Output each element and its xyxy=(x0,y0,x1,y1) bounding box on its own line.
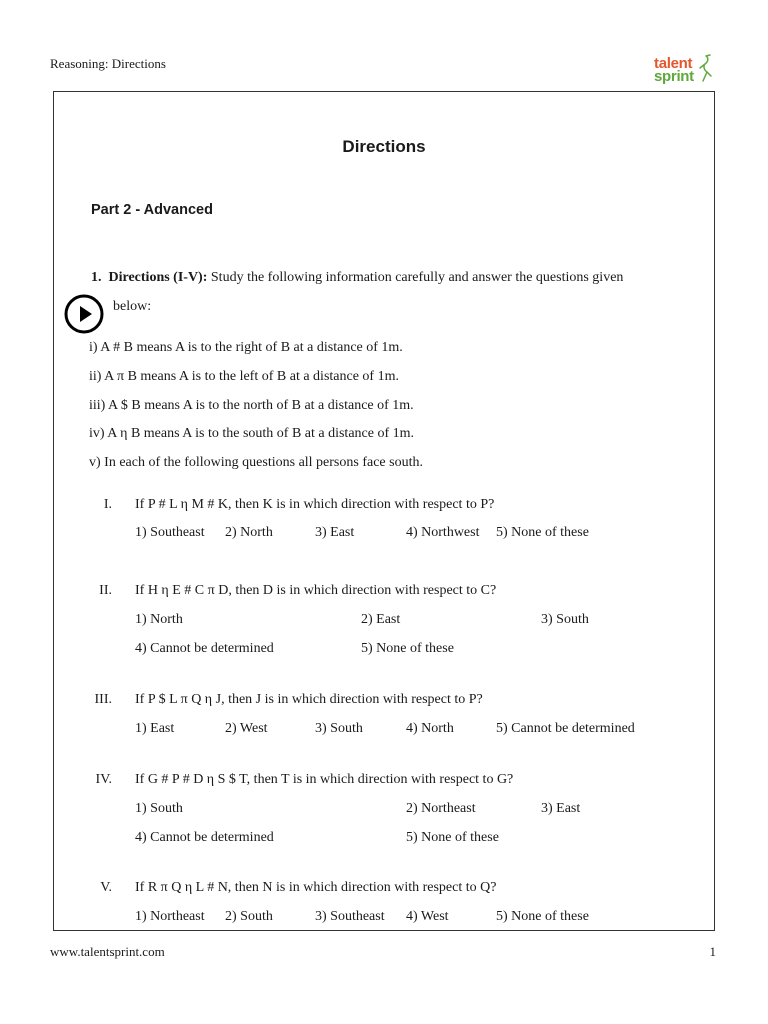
question-text: If R π Q η L # N, then N is in which direction with respect to Q? xyxy=(135,880,497,895)
rule-item: iv) A η B means A is to the south of B at a distance of 1m. xyxy=(89,426,415,441)
answer-option: 5) None of these xyxy=(361,641,454,656)
answer-option: 5) None of these xyxy=(406,830,499,845)
answer-option: 5) Cannot be determined xyxy=(496,721,635,736)
answer-option: 3) East xyxy=(541,801,581,816)
answer-option: 2) West xyxy=(225,721,268,736)
talentsprint-logo xyxy=(652,54,716,88)
answer-option: 4) North xyxy=(406,721,454,736)
question-text: If P # L η M # K, then K is in which direction with respect to P? xyxy=(135,497,495,512)
logo-text-bottom: sprint xyxy=(654,68,694,85)
intro-line-2: below: xyxy=(113,299,152,314)
answer-option: 1) North xyxy=(135,612,183,627)
intro-number: 1. xyxy=(91,270,102,285)
rule-item: i) A # B means A is to the right of B at a distance of 1m. xyxy=(89,340,403,355)
answer-option: 3) East xyxy=(315,525,355,540)
answer-option: 4) Northwest xyxy=(406,525,480,540)
answer-option: 4) Cannot be determined xyxy=(135,830,274,845)
runner-icon xyxy=(696,54,716,84)
answer-option: 1) East xyxy=(135,721,175,736)
answer-option: 2) South xyxy=(225,909,273,924)
answer-option: 2) North xyxy=(225,525,273,540)
answer-option: 3) South xyxy=(541,612,589,627)
intro-text: Study the following information carefully and answer the questions given xyxy=(210,270,624,285)
answer-option: 5) None of these xyxy=(496,525,589,540)
question-number: II. xyxy=(99,583,112,598)
footer-url[interactable]: www.talentsprint.com xyxy=(50,944,165,959)
question-text: If G # P # D η S $ T, then T is in which direction with respect to G? xyxy=(135,772,514,787)
question-number: IV. xyxy=(95,772,112,787)
page-number: 1 xyxy=(709,944,716,959)
section-heading: Part 2 - Advanced xyxy=(91,202,213,218)
answer-option: 2) East xyxy=(361,612,401,627)
play-video-button[interactable] xyxy=(64,294,104,334)
answer-option: 3) South xyxy=(315,721,363,736)
answer-option: 3) Southeast xyxy=(315,909,385,924)
rule-item: ii) A π B means A is to the left of B at a distance of 1m. xyxy=(89,369,399,384)
page-title: Directions xyxy=(342,137,426,156)
answer-option: 1) Northeast xyxy=(135,909,205,924)
logo-text-top: talent xyxy=(654,55,693,72)
answer-option: 1) Southeast xyxy=(135,525,205,540)
question-text: If P $ L π Q η J, then J is in which direction with respect to P? xyxy=(135,692,483,707)
answer-option: 1) South xyxy=(135,801,183,816)
question-number: V. xyxy=(100,880,112,895)
header-title: Reasoning: Directions xyxy=(50,56,166,71)
rule-item: v) In each of the following questions all persons face south. xyxy=(89,455,423,470)
question-text: If H η E # C π D, then D is in which direction with respect to C? xyxy=(135,583,497,598)
intro-line-1 xyxy=(91,270,623,286)
question-number: III. xyxy=(94,692,112,707)
answer-option: 4) West xyxy=(406,909,449,924)
rule-item: iii) A $ B means A is to the north of B at a distance of 1m. xyxy=(89,398,414,413)
answer-option: 2) Northeast xyxy=(406,801,476,816)
intro-label: Directions (I-V): xyxy=(108,270,208,285)
answer-option: 5) None of these xyxy=(496,909,589,924)
question-number: I. xyxy=(103,497,112,512)
answer-option: 4) Cannot be determined xyxy=(135,641,274,656)
